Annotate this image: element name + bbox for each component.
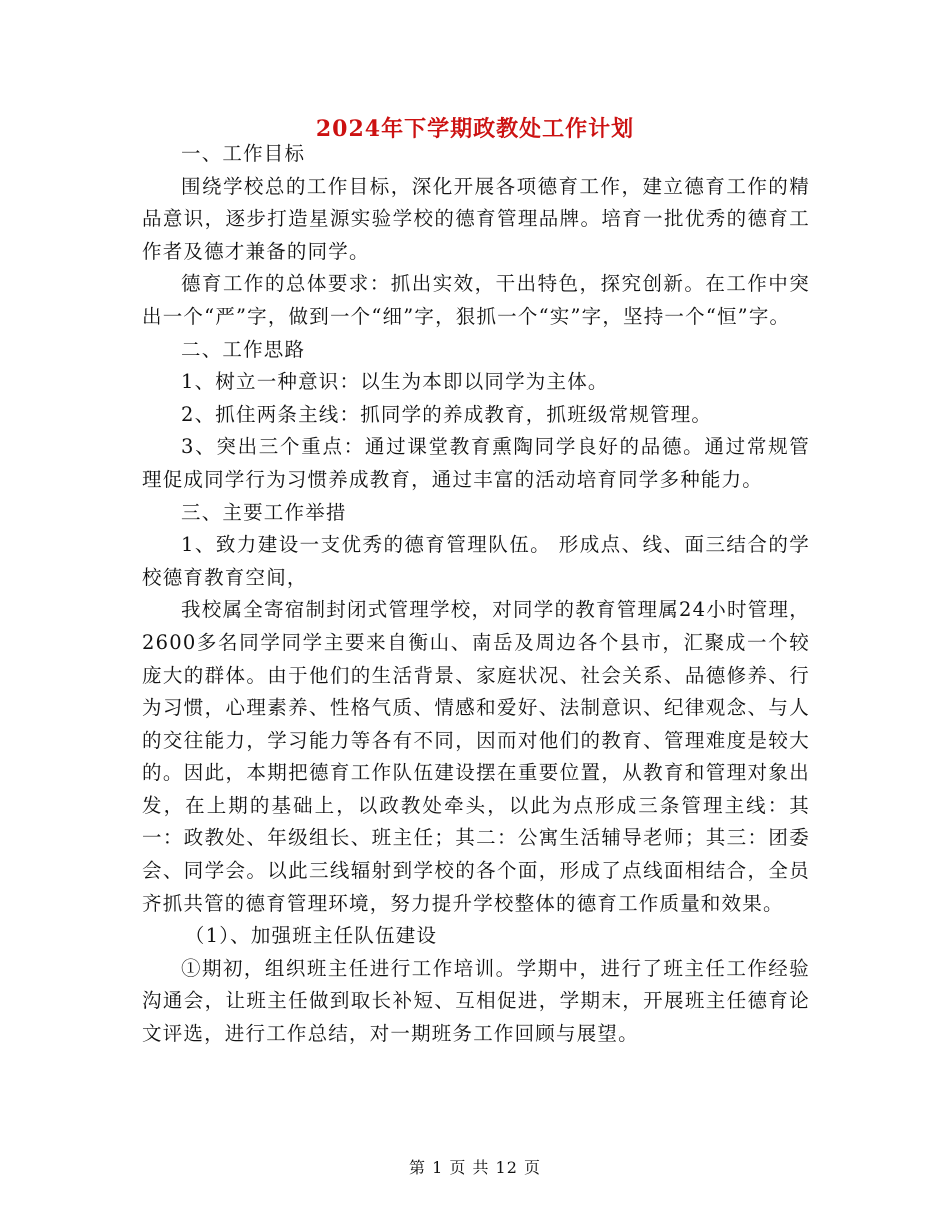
paragraph-headteacher-training: ①期初，组织班主任进行工作培训。学期中，进行了班主任工作经验沟通会，让班主任做到取长补短、互相促进，学期末，开展班主任德育论文评选，进行工作总结，对一期班务工作回顾与展望。	[142, 956, 810, 1046]
paragraph-requirements: 德育工作的总体要求：抓出实效，干出特色，探究创新。在工作中突出一个“严”字，做到一个“细”字，狠抓一个“实”字，坚持一个“恒”字。	[142, 272, 810, 328]
paragraph-goals: 围绕学校总的工作目标，深化开展各项德育工作，建立德育工作的精品意识，逐步打造星源实验学校的德育管理品牌。培育一批优秀的德育工作者及德才兼备的同学。	[142, 174, 810, 263]
subheading-headteacher-team: （1）、加强班主任队伍建设	[184, 924, 438, 948]
list-item-approach-2: 2、抓住两条主线：抓同学的养成教育，抓班级常规管理。	[181, 402, 713, 426]
list-item-approach-1: 1、树立一种意识：以生为本即以同学为主体。	[181, 370, 609, 394]
document-title: 2024年下学期政教处工作计划	[315, 116, 635, 142]
list-item-approach-3: 3、突出三个重点：通过课堂教育熏陶同学良好的品德。通过常规管理促成同学行为习惯养成教育，通过丰富的活动培育同学多种能力。	[142, 435, 810, 491]
paragraph-school-management: 我校属全寄宿制封闭式管理学校，对同学的教育管理属24小时管理，2600多名同学同学主要来自衡山、南岳及周边各个县市，汇聚成一个较庞大的群体。由于他们的生活背景、家庭状况、社会关系、品德修养、行为习惯，心理素养、性格气质、情感和爱好、法制意识、纪律观念、与人的交往能力，学习能力等各有不同，因而对他们的教育、管理难度是较大的。因此，本期把德育工作队伍建设摆在重要位置，从教育和管理对象出发，在上期的基础上，以政教处牵头，以此为点形成三条管理主线：其一：政教处、年级组长、班主任；其二：公寓生活辅导老师；其三：团委会、同学会。以此三线辐射到学校的各个面，形成了点线面相结合，全员齐抓共管的德育管理环境，努力提升学校整体的德育工作质量和效果。	[142, 598, 810, 915]
page-number: 第 1 页 共 12 页	[409, 1158, 541, 1177]
section-heading-goals: 一、工作目标	[181, 142, 306, 165]
document-body	[142, 138, 810, 1051]
list-item-measure-1: 1、致力建设一支优秀的德育管理队伍。 形成点、线、面三结合的学校德育教育空间，	[142, 533, 810, 589]
section-heading-approach: 二、工作思路	[181, 337, 306, 361]
section-heading-measures: 三、主要工作举措	[181, 500, 347, 524]
